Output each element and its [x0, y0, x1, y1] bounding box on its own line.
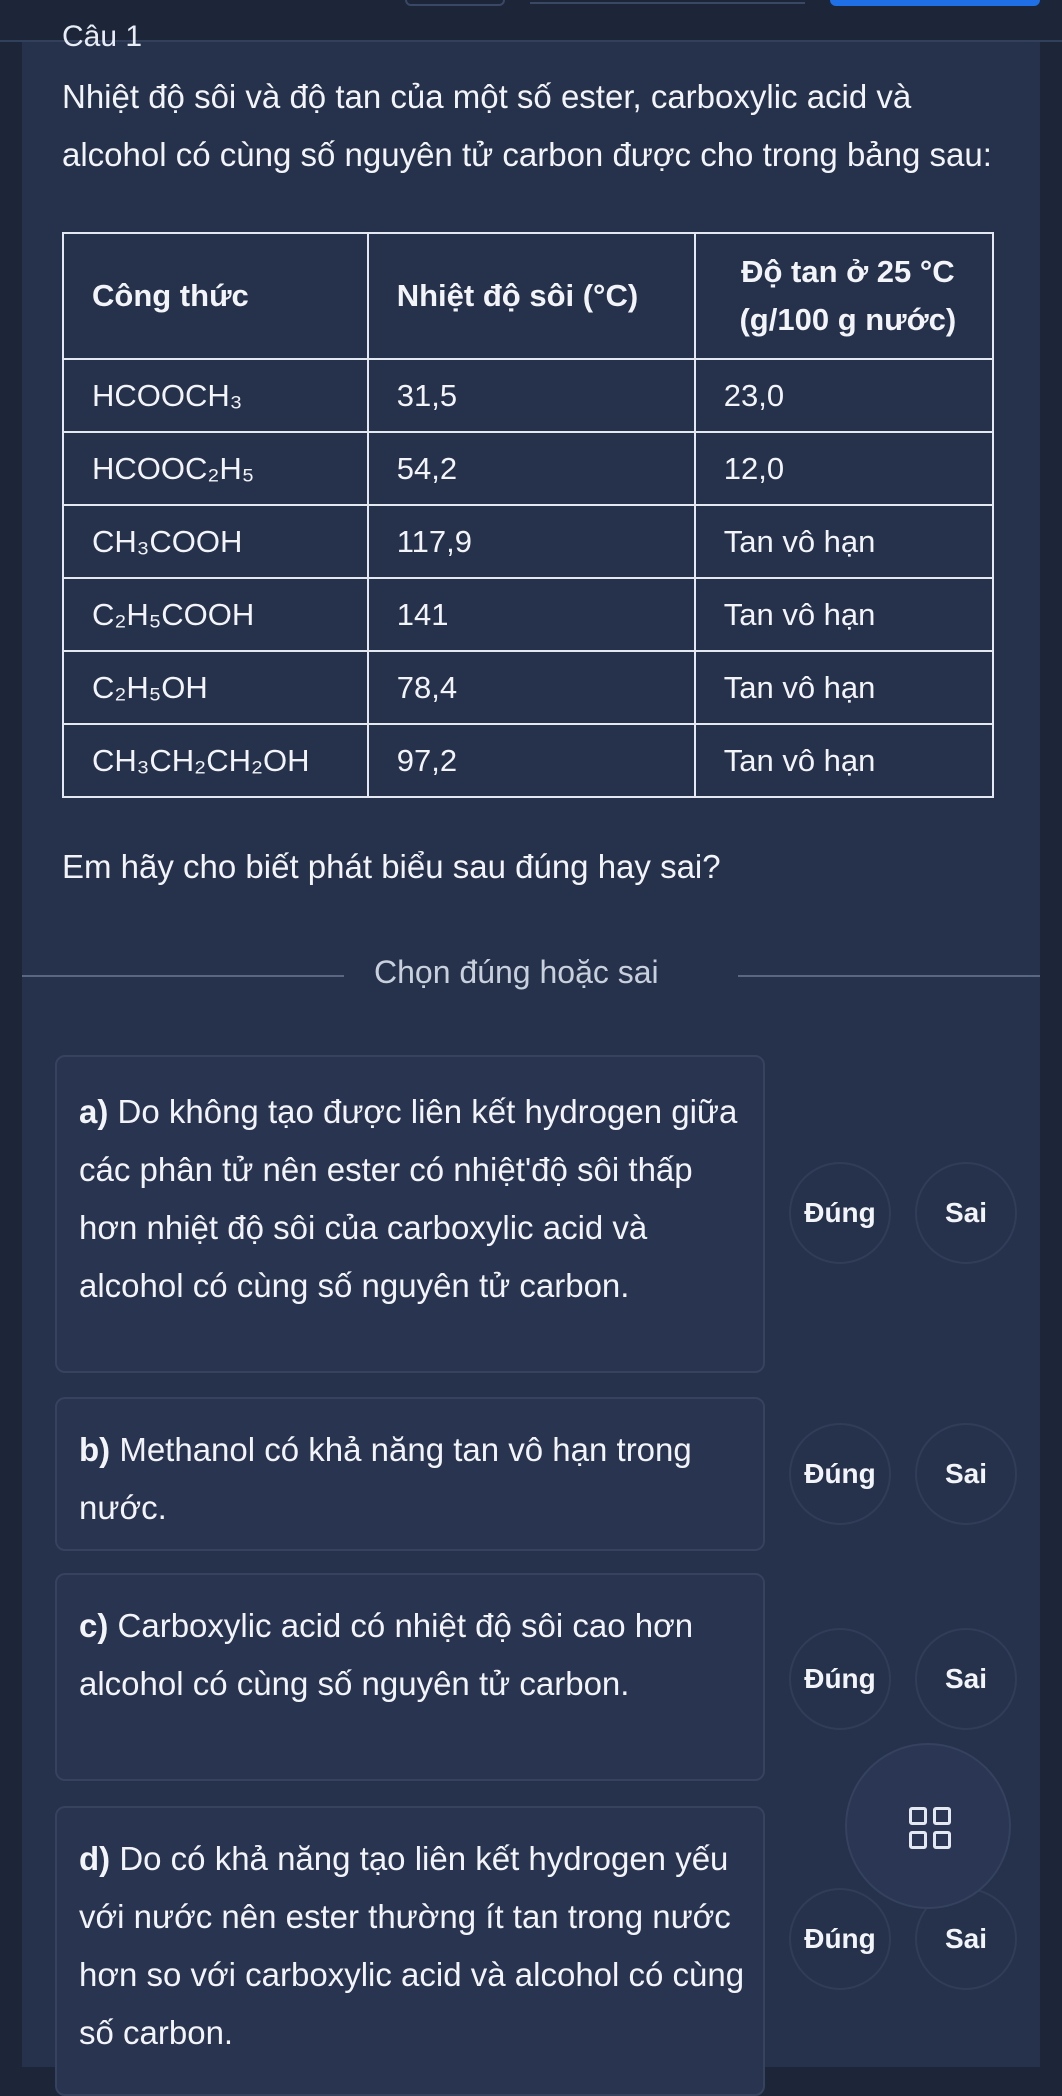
cell-formula: HCOOC₂H₅ — [63, 432, 368, 505]
false-button-c[interactable]: Sai — [915, 1628, 1017, 1730]
statement-label: b) — [79, 1431, 111, 1468]
false-button-a[interactable]: Sai — [915, 1162, 1017, 1264]
table-row — [63, 432, 993, 505]
divider-line-right — [738, 975, 1040, 977]
data-table — [62, 232, 994, 798]
statement-body: Carboxylic acid có nhiệt độ sôi cao hơn alcohol có cùng số nguyên tử carbon. — [79, 1607, 694, 1702]
table-row — [63, 724, 993, 797]
statement-card-c — [55, 1573, 765, 1781]
cell-solubility: Tan vô hạn — [695, 578, 993, 651]
statement-card-b — [55, 1397, 765, 1551]
cell-boiling: 117,9 — [368, 505, 695, 578]
divider-line-left — [22, 975, 344, 977]
statement-label: a) — [79, 1093, 109, 1130]
statement-label: d) — [79, 1840, 111, 1877]
cell-solubility: Tan vô hạn — [695, 651, 993, 724]
statement-card-a — [55, 1055, 765, 1373]
cell-formula: CH₃COOH — [63, 505, 368, 578]
cell-formula: HCOOCH₃ — [63, 359, 368, 432]
tab-indicator-active[interactable] — [830, 0, 1040, 6]
cell-formula: CH₃CH₂CH₂OH — [63, 724, 368, 797]
cell-boiling: 78,4 — [368, 651, 695, 724]
statement-body: Do không tạo được liên kết hydrogen giữa các phân tử nên ester có nhiệt'độ sôi thấp hơn nhiệt độ sôi của carboxylic acid và alcohol có cùng số nguyên tử carbon. — [79, 1093, 738, 1304]
header-formula: Công thức — [63, 233, 368, 359]
header-boiling-point: Nhiệt độ sôi (°C) — [368, 233, 695, 359]
statement-text-b — [79, 1421, 739, 1537]
header-solubility: Độ tan ở 25 °C (g/100 g nước) — [695, 233, 993, 359]
cell-formula: C₂H₅COOH — [63, 578, 368, 651]
tab-indicator-left[interactable] — [405, 0, 505, 6]
question-grid-button[interactable] — [845, 1743, 1011, 1909]
true-button-a[interactable]: Đúng — [789, 1162, 891, 1264]
tab-indicator-middle[interactable] — [530, 0, 805, 4]
top-navigation-bar — [0, 0, 1062, 53]
statement-label: c) — [79, 1607, 109, 1644]
table-header-row — [63, 233, 993, 359]
question-intro: Nhiệt độ sôi và độ tan của một số ester, carboxylic acid và alcohol có cùng số nguyên tử carbon được cho trong bảng sau: — [62, 78, 992, 173]
grid-icon — [909, 1807, 953, 1851]
statement-text-d — [79, 1830, 749, 2062]
statement-text-c — [79, 1597, 699, 1713]
cell-solubility: Tan vô hạn — [695, 505, 993, 578]
table-row — [63, 359, 993, 432]
statement-text-a — [79, 1083, 739, 1315]
statement-card-d — [55, 1806, 765, 2096]
data-table-container — [62, 232, 994, 798]
false-button-b[interactable]: Sai — [915, 1423, 1017, 1525]
cell-solubility: 12,0 — [695, 432, 993, 505]
cell-boiling: 141 — [368, 578, 695, 651]
table-row — [63, 505, 993, 578]
true-button-b[interactable]: Đúng — [789, 1423, 891, 1525]
cell-formula: C₂H₅OH — [63, 651, 368, 724]
divider-label: Chọn đúng hoặc sai — [374, 954, 659, 990]
statement-body: Do có khả năng tạo liên kết hydrogen yếu với nước nên ester thường ít tan trong nước hơn so với carboxylic acid và alcohol có cùng số carbon. — [79, 1840, 745, 2051]
table-row — [63, 578, 993, 651]
true-button-c[interactable]: Đúng — [789, 1628, 891, 1730]
statement-body: Methanol có khả năng tan vô hạn trong nước. — [79, 1431, 692, 1526]
cell-boiling: 97,2 — [368, 724, 695, 797]
true-button-d[interactable]: Đúng — [789, 1888, 891, 1990]
question-prompt: Em hãy cho biết phát biểu sau đúng hay sai? — [62, 848, 721, 885]
cell-boiling: 54,2 — [368, 432, 695, 505]
question-heading: Câu 1 — [62, 20, 143, 53]
cell-solubility: Tan vô hạn — [695, 724, 993, 797]
false-button-d[interactable]: Sai — [915, 1888, 1017, 1990]
cell-boiling: 31,5 — [368, 359, 695, 432]
table-row — [63, 651, 993, 724]
cell-solubility: 23,0 — [695, 359, 993, 432]
